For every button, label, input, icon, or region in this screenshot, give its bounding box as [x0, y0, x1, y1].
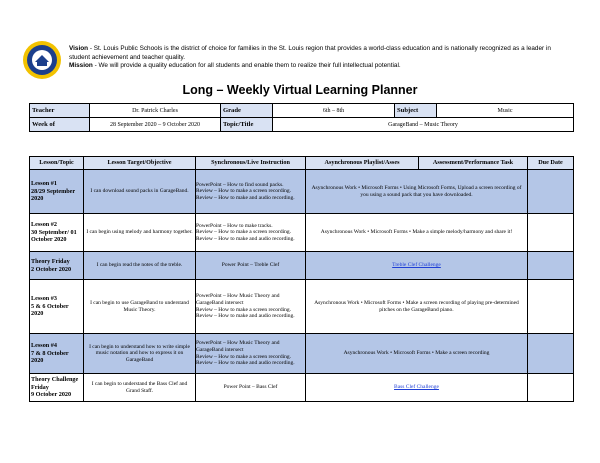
sync-cell: Power Point – Bass Clef: [196, 374, 306, 402]
lesson-cell: Lesson #2 30 September/ 01 October 2020: [30, 214, 84, 252]
sync-cell: Power Point – Treble Clef: [196, 252, 306, 280]
due-cell: [528, 374, 574, 402]
column-header: Asynchronous Playlist/Asses: [306, 157, 419, 170]
lesson-cell: Lesson #4 7 & 8 October 2020: [30, 334, 84, 374]
lesson-cell: Theory Challenge Friday 9 October 2020: [30, 374, 84, 402]
sync-cell: PowerPoint – How to make tracks. Review – How to make a screen recording. Review – How to make and audio recording.: [196, 214, 306, 252]
vision-label: Vision: [69, 45, 89, 52]
async-cell: Asynchronous Work • Microsoft Forms • Using Microsoft Forms, Upload a screen recording of you using a sound pack that you have downloaded.: [306, 170, 528, 214]
lesson-plan-table: [29, 156, 574, 402]
lesson-cell: Lesson #3 5 & 6 October 2020: [30, 280, 84, 334]
due-cell: [528, 214, 574, 252]
subject-label: Subject: [395, 104, 437, 118]
due-cell: [528, 170, 574, 214]
column-header: Lesson Target/Objective: [84, 157, 196, 170]
topic-value: GarageBand – Music Theory: [273, 118, 574, 132]
target-cell: I can begin using melody and harmony together.: [84, 214, 196, 252]
column-header: Lesson/Topic: [30, 157, 84, 170]
table-header-row: [30, 157, 574, 170]
column-header: Assessment/Performance Task: [419, 157, 528, 170]
async-cell: [306, 374, 528, 402]
async-cell: [306, 252, 528, 280]
due-cell: [528, 334, 574, 374]
bass-clef-challenge-link[interactable]: Bass Clef Challenge: [394, 384, 439, 391]
sync-cell: PowerPoint – How to find sound packs. Review – How to make a screen recording. Review – How to make and audio recording.: [196, 170, 306, 214]
teacher-label: Teacher: [30, 104, 90, 118]
lesson-cell: Lesson #1 28/29 September 2020: [30, 170, 84, 214]
column-header: Due Date: [528, 157, 574, 170]
page-title: Long – Weekly Virtual Learning Planner: [182, 83, 418, 97]
async-cell: Asynchronous Work • Microsoft Forms • Make a screen recording: [306, 334, 528, 374]
due-cell: [528, 280, 574, 334]
sync-cell: PowerPoint – How Music Theory and GarageBand intersect Review – How to make a screen recording. Review – How to make and audio recording.: [196, 280, 306, 334]
target-cell: I can begin to understand the Bass Clef and Grand Staff.: [84, 374, 196, 402]
mission-text: - We will provide a quality education for all students and enable them to realize their full intellectual potential.: [92, 62, 401, 70]
week-label: Week of: [30, 118, 90, 132]
due-cell: [528, 252, 574, 280]
vision-mission-block: [69, 45, 569, 71]
target-cell: I can begin read the notes of the treble.: [84, 252, 196, 280]
topic-label: Topic/Title: [221, 118, 273, 132]
table-row: [30, 374, 574, 402]
column-header: Synchronous/Live Instruction: [196, 157, 306, 170]
planner-info-table: [29, 103, 574, 132]
sync-cell: PowerPoint – How Music Theory and GarageBand intersect Review – How to make a screen recording. Review – How to make and audio recording.: [196, 334, 306, 374]
grade-value: 6th – 8th: [273, 104, 395, 118]
district-seal-logo: [22, 40, 62, 80]
subject-value: Music: [437, 104, 574, 118]
mission-statement: [69, 62, 569, 71]
target-cell: I can begin to understand how to write simple music notation and how to express it on GarageBand: [84, 334, 196, 374]
target-cell: I can download sound packs in GarageBand.: [84, 170, 196, 214]
teacher-value: Dr. Patrick Charles: [90, 104, 221, 118]
grade-label: Grade: [221, 104, 273, 118]
lesson-cell: Theory Friday 2 October 2020: [30, 252, 84, 280]
treble-clef-challenge-link[interactable]: Treble Clef Challenge: [392, 262, 441, 269]
table-row: [30, 252, 574, 280]
table-row: [30, 334, 574, 374]
mission-label: Mission: [69, 62, 93, 70]
async-cell: Asynchronous Work • Microsoft Forms • Make a simple melody/harmony and share it!: [306, 214, 528, 252]
week-value: 28 September 2020 – 9 October 2020: [90, 118, 221, 132]
vision-statement: [69, 45, 569, 62]
async-cell: Asynchronous Work • Microsoft Forms • Make a screen recording of playing pre-determined pitches on the GarageBand piano.: [306, 280, 528, 334]
vision-text: - St. Louis Public Schools is the district of choice for families in the St. Louis region that provides a world-class education and is nationally recognized as a leader in student achievement and teacher quality.: [69, 45, 551, 61]
table-row: [30, 170, 574, 214]
table-row: [30, 214, 574, 252]
target-cell: I can begin to use GarageBand to understand Music Theory.: [84, 280, 196, 334]
table-row: [30, 280, 574, 334]
